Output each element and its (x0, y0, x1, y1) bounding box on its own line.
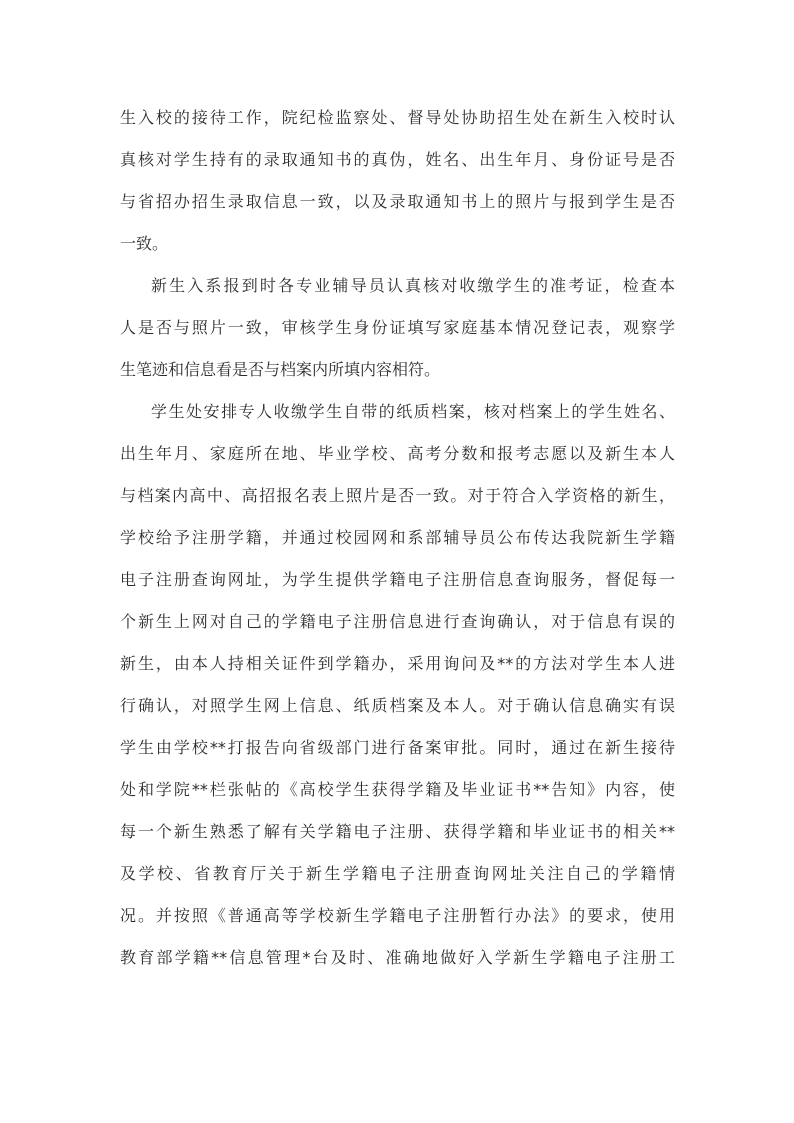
paragraph-2-line-2: 人是否与照片一致，审核学生身份证填写家庭基本情况登记表，观察学 (120, 318, 675, 337)
paragraph-3-line-13: 况。并按照《普通高等学校新生学籍电子注册暂行办法》的要求，使用 (120, 906, 675, 925)
paragraph-3-line-9: 学生由学校**打报告向省级部门进行备案审批。同时，通过在新生接待 (120, 738, 675, 757)
paragraph-1-line-3: 与省招办招生录取信息一致，以及录取通知书上的照片与报到学生是否 (120, 192, 675, 211)
paragraph-1-line-2: 真核对学生持有的录取通知书的真伪，姓名、出生年月、身份证号是否 (120, 150, 675, 169)
paragraph-3-line-2: 出生年月、家庭所在地、毕业学校、高考分数和报考志愿以及新生本人 (120, 444, 675, 463)
paragraph-3-line-10: 处和学院**栏张帖的《高校学生获得学籍及毕业证书**告知》内容，使 (120, 780, 675, 799)
paragraph-1-line-1: 生入校的接待工作，院纪检监察处、督导处协助招生处在新生入校时认 (120, 108, 675, 127)
paragraph-3-line-14: 教育部学籍**信息管理*台及时、准确地做好入学新生学籍电子注册工 (120, 948, 675, 967)
paragraph-3-line-5: 电子注册查询网址，为学生提供学籍电子注册信息查询服务，督促每一 (120, 570, 675, 589)
paragraph-3-line-6: 个新生上网对自己的学籍电子注册信息进行查询确认，对于信息有误的 (120, 612, 675, 631)
paragraph-3-line-7: 新生，由本人持相关证件到学籍办，采用询问及**的方法对学生本人进 (120, 654, 675, 673)
paragraph-3-line-12: 及学校、省教育厅关于新生学籍电子注册查询网址关注自己的学籍情 (120, 864, 675, 883)
paragraph-3-line-8: 行确认，对照学生网上信息、纸质档案及本人。对于确认信息确实有误 (120, 696, 675, 715)
paragraph-3-line-4: 学校给予注册学籍，并通过校园网和系部辅导员公布传达我院新生学籍 (120, 528, 675, 547)
paragraph-3-line-3: 与档案内高中、高招报名表上照片是否一致。对于符合入学资格的新生， (120, 486, 675, 505)
paragraph-1-line-4: 一致。 (120, 234, 169, 253)
paragraph-2-line-1: 新生入系报到时各专业辅导员认真核对收缴学生的准考证，检查本 (151, 276, 675, 295)
paragraph-3-line-1: 学生处安排专人收缴学生自带的纸质档案，核对档案上的学生姓名、 (151, 402, 675, 421)
paragraph-2-line-3: 生笔迹和信息看是否与档案内所填内容相符。 (120, 360, 441, 379)
paragraph-3-line-11: 每一个新生熟悉了解有关学籍电子注册、获得学籍和毕业证书的相关** (120, 822, 675, 841)
